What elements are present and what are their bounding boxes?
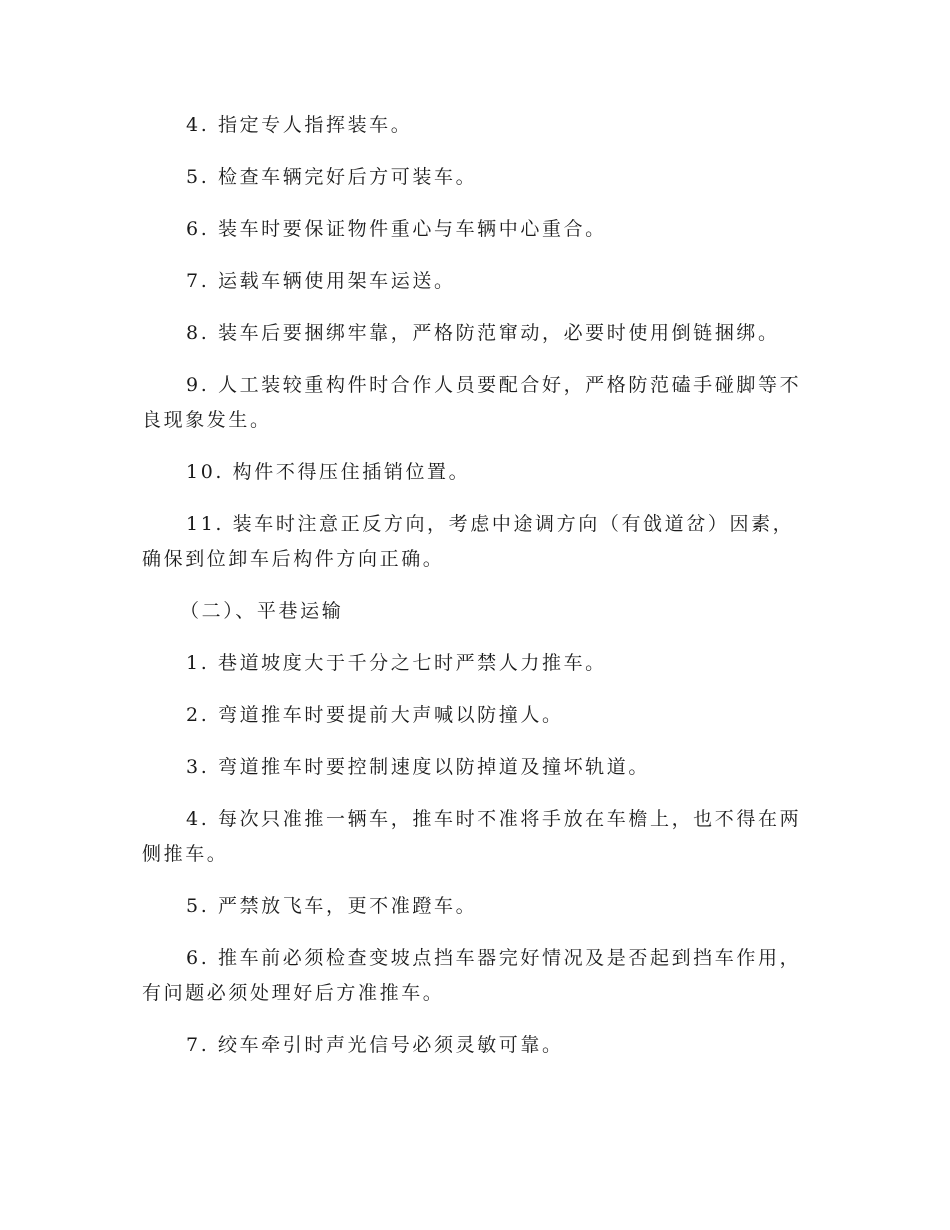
section-heading: （二）、平巷运输 — [180, 600, 344, 622]
paragraph-item-10: 10. 构件不得压住插销位置。 — [186, 461, 471, 483]
paragraph-item-2: 2. 弯道推车时要提前大声喊以防撞人。 — [186, 704, 564, 726]
document-body — [142, 108, 810, 1080]
paragraph-item-1: 1. 巷道坡度大于千分之七时严禁人力推车。 — [186, 652, 607, 674]
paragraph-item-6: 6. 装车时要保证物件重心与车辆中心重合。 — [186, 218, 607, 240]
paragraph-item-4: 4. 指定专人指挥装车。 — [186, 114, 413, 136]
paragraph-item-5b: 5. 严禁放飞车，更不准蹬车。 — [186, 895, 478, 917]
paragraph-item-3: 3. 弯道推车时要控制速度以防掉道及撞坏轨道。 — [186, 756, 650, 778]
paragraph-item-5: 5. 检查车辆完好后方可装车。 — [186, 166, 478, 188]
paragraph-item-9: 9. 人工装较重构件时合作人员要配合好，严格防范磕手碰脚等不良现象发生。 — [142, 374, 802, 431]
paragraph-item-6b: 6. 推车前必须检查变坡点挡车器完好情况及是否起到挡车作用，有问题必须处理好后方准推车。 — [142, 947, 802, 1004]
paragraph-item-11: 11. 装车时注意正反方向，考虑中途调方向（有戗道岔）因素，确保到位卸车后构件方向正确。 — [142, 513, 795, 570]
paragraph-item-8: 8. 装车后要捆绑牢靠，严格防范窜动，必要时使用倒链捆绑。 — [186, 322, 780, 344]
paragraph-item-7b: 7. 绞车牵引时声光信号必须灵敏可靠。 — [186, 1034, 564, 1056]
paragraph-item-4b: 4. 每次只准推一辆车，推车时不准将手放在车檐上，也不得在两侧推车。 — [142, 808, 802, 865]
paragraph-item-7: 7. 运载车辆使用架车运送。 — [186, 270, 456, 292]
